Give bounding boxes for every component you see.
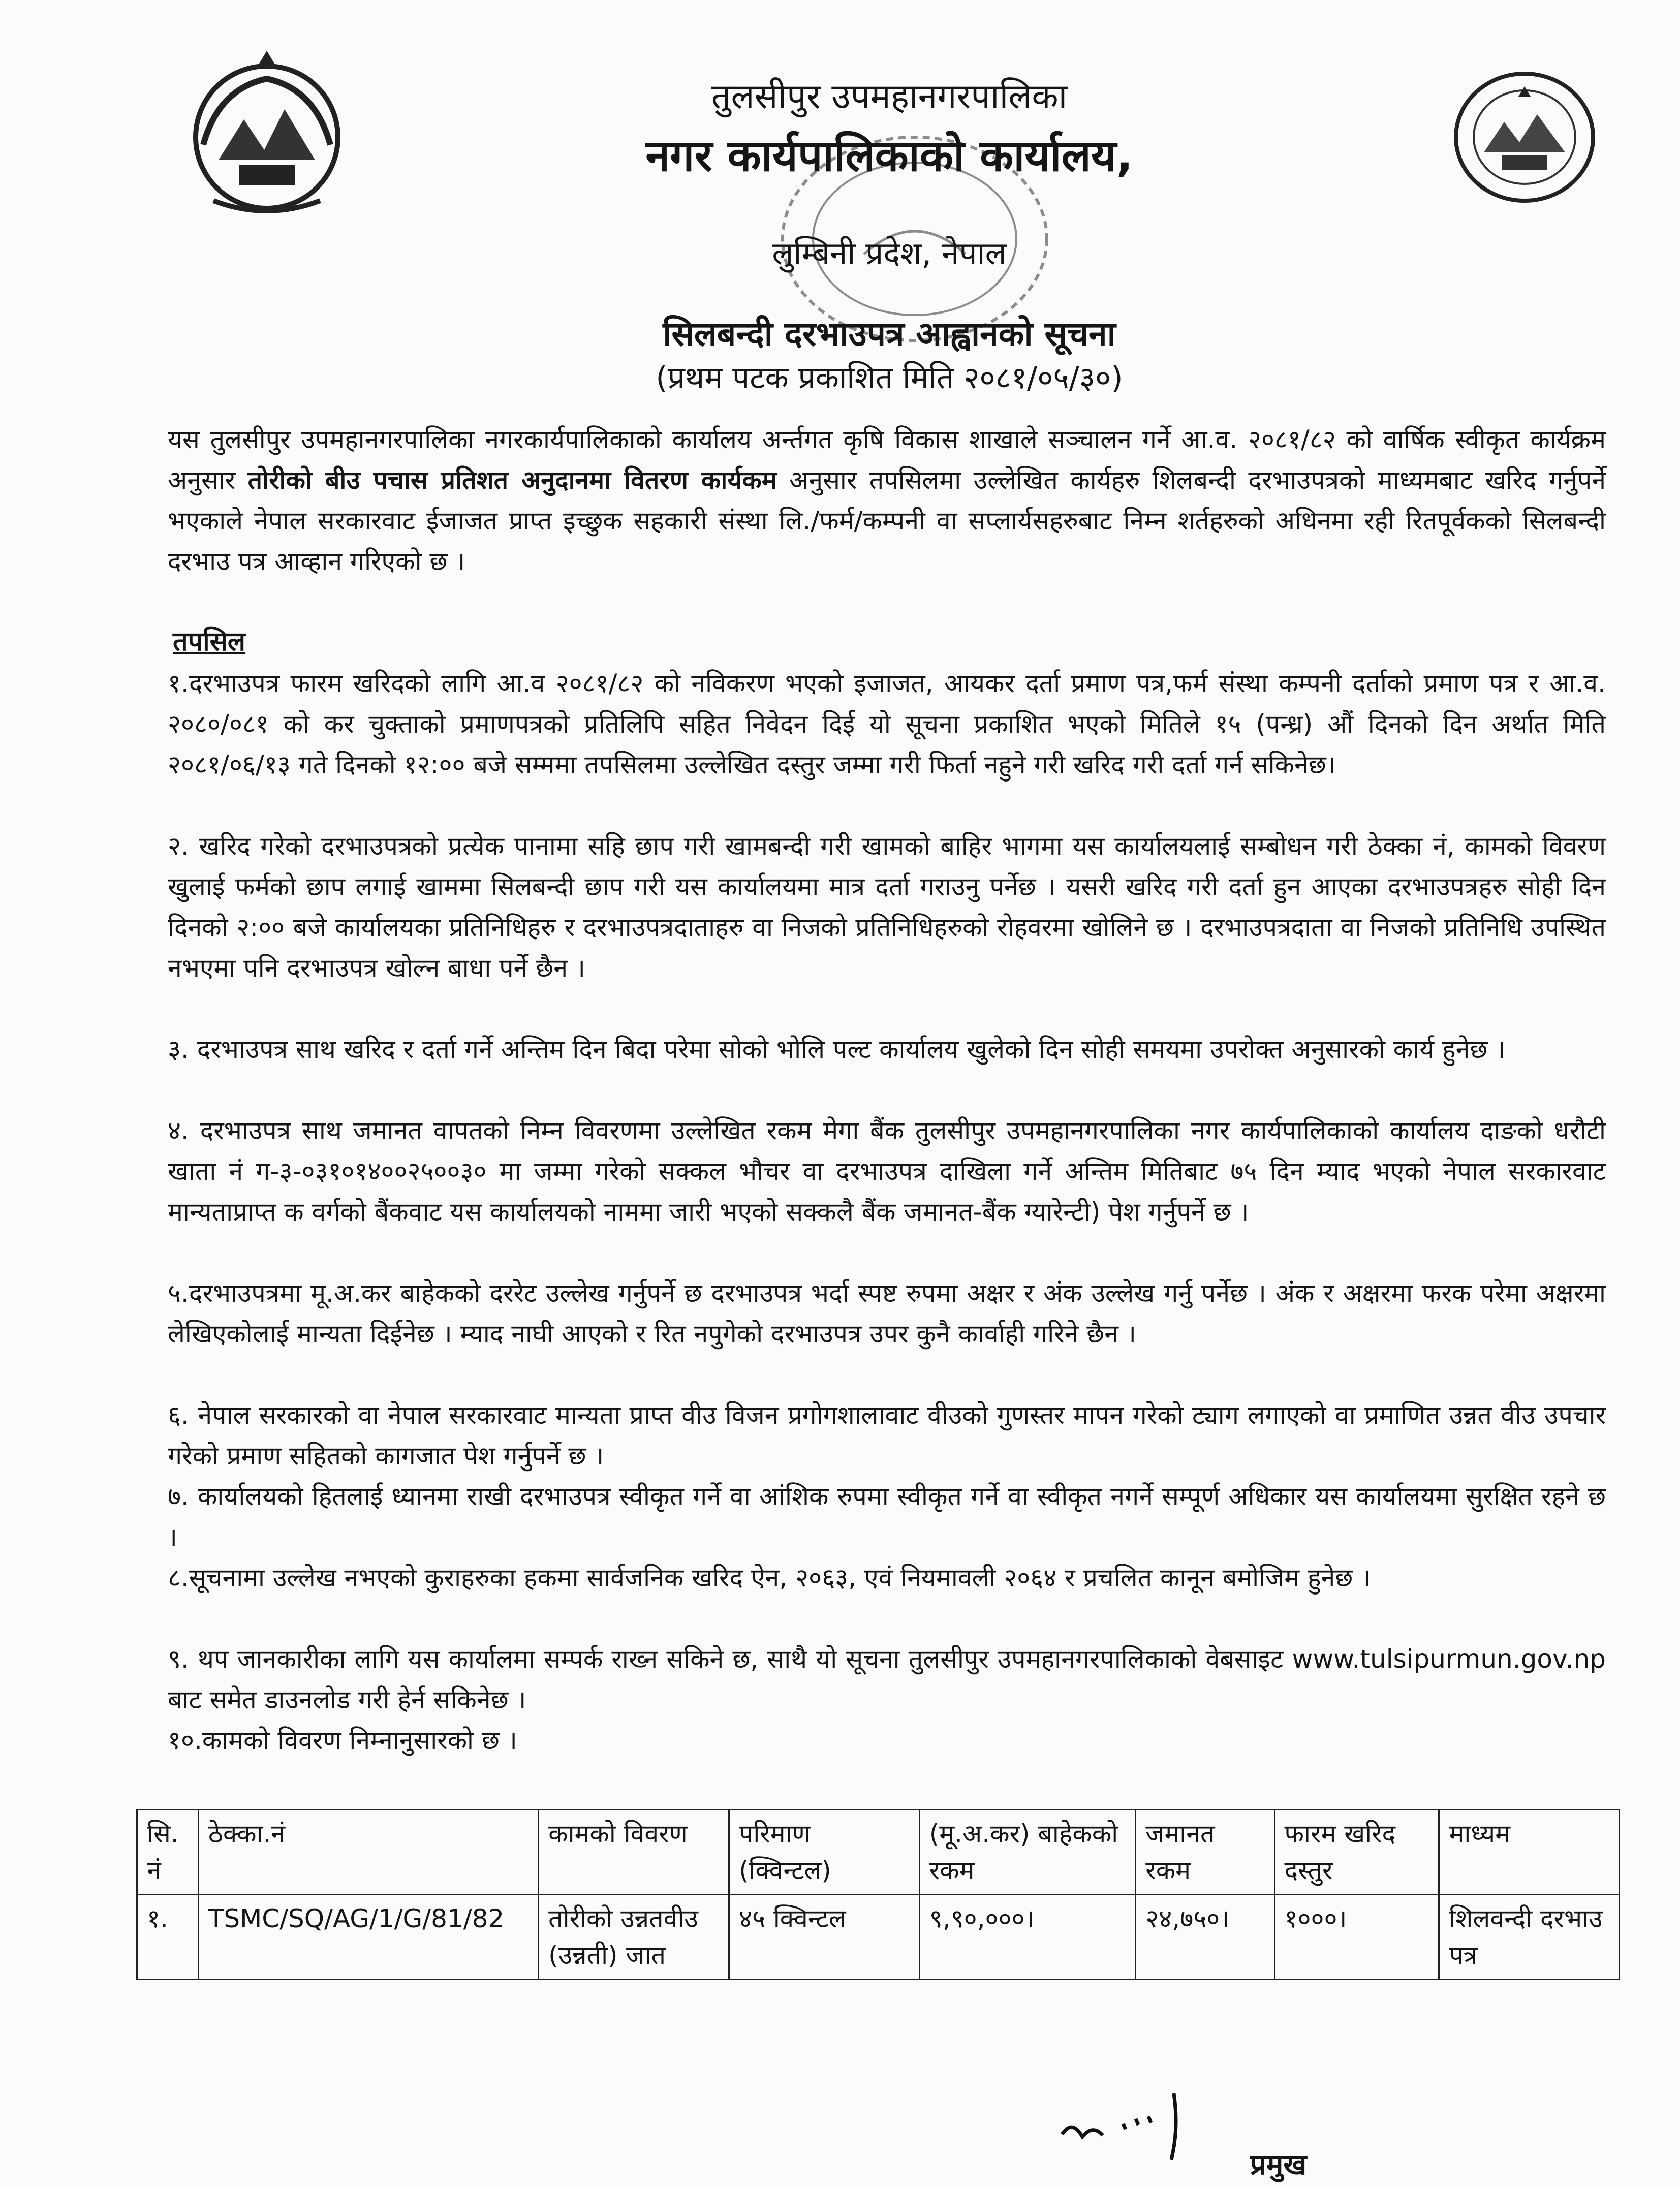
- col-quantity: परिमाण (क्विन्टल): [729, 1810, 919, 1895]
- intro-text-after: अनुसार तपसिलमा उल्लेखित कार्यहरु शिलबन्दी दरभाउपत्रको माध्यमबाट खरिद गर्नुपर्ने भएकाले नेपाल सरकारवाट ईजाजत प्राप्त इच्छुक सहकारी संस्था लि./फर्म/कम्पनी वा सप्लार्यसहरुबाट निम्न शर्तहरुको अधिनमा रही रितपूर्वकको सिलबन्दी दरभाउ पत्र आव्हान गरिएको छ ।: [168, 465, 1606, 576]
- notice-title: सिलबन्दी दरभाउपत्र आह्वानको सूचना: [663, 315, 1116, 354]
- clause-7: ७. कार्यालयको हितलाई ध्यानमा राखी दरभाउपत्र स्वीकृत गर्ने वा आंशिक रुपमा स्वीकृत गर्ने वा स्वीकृत नगर्ने सम्पूर्ण अधिकार यस कार्यालयमा सुरक्षित रहने छ ।: [168, 1482, 1606, 1552]
- program-name: तोरीको बीउ पचास प्रतिशत अनुदानमा वितरण कार्यकम: [247, 465, 777, 495]
- col-description: कामको विवरण: [539, 1810, 729, 1895]
- cell-security: २४,७५०।: [1136, 1895, 1274, 1980]
- col-security: जमानत रकम: [1136, 1810, 1274, 1895]
- cell-form-fee: १०००।: [1274, 1895, 1439, 1980]
- clause-4: ४. दरभाउपत्र साथ जमानत वापतको निम्न विवरणमा उल्लेखित रकम मेगा बैंक तुलसीपुर उपमहानगरपालिका नगर कार्यपालिकाको कार्यालय दाङको धरौटी खाता नं ग-३-०३१०१४००२५००३० मा जम्मा गरेको सक्कल भौचर वा दरभाउपत्र दाखिला गर्ने अन्तिम मितिबाट ७५ दिन म्याद भएको नेपाल सरकारवाट मान्यताप्राप्त क वर्गको बैंकवाट यस कार्यालयको नाममा जारी भएको सक्कलै बैंक जमानत-बैंक ग्यारेन्टी) पेश गर्नुपर्ने छ ।: [168, 1116, 1606, 1227]
- municipality-logo: [1448, 66, 1601, 208]
- first-publish-date: (प्रथम पटक प्रकाशित मिति २०८१/०५/३०): [656, 360, 1123, 396]
- col-form-fee: फारम खरिद दस्तुर: [1274, 1810, 1439, 1895]
- signature-title: प्रमुख: [1250, 2148, 1307, 2181]
- nepal-emblem-logo: [183, 48, 351, 216]
- clause-3: ३. दरभाउपत्र साथ खरिद र दर्ता गर्ने अन्तिम दिन बिदा परेमा सोको भोलि पल्ट कार्यालय खुलेको दिन सोही समयमा उपरोक्त अनुसारको कार्य हुनेछ ।: [168, 1035, 1506, 1064]
- intro-paragraph: [168, 419, 1606, 582]
- clause-10: १०.कामको विवरण निम्नानुसारको छ ।: [168, 1726, 517, 1755]
- clause-8: ८.सूचनामा उल्लेख नभएको कुराहरुका हकमा सार्वजनिक खरिद ऐन, २०६३, एवं नियमावली २०६४ र प्रचलित कानून बमोजिम हुनेछ ।: [168, 1563, 1371, 1592]
- table-row: [137, 1895, 1620, 1980]
- clause-2: २. खरिद गरेको दरभाउपत्रको प्रत्येक पानामा सहि छाप गरी खामबन्दी गरी खामको बाहिर भागमा यस कार्यालयलाई सम्बोधन गरी ठेक्का नं, कामको विवरण खुलाई फर्मको छाप लगाई खाममा सिलबन्दी छाप गरी यस कार्यालयमा मात्र दर्ता गराउनु पर्नेछ । यसरी खरिद गरी दर्ता हुन आएका दरभाउपत्रहरु सोही दिन दिनको २:०० बजे कार्यालयका प्रतिनिधिहरु र दरभाउपत्रदाताहरु वा निजको प्रतिनिधिहरुको रोहवरमा खोलिने छ । दरभाउपत्रदाता वा निजको प्रतिनिधि उपस्थित नभएमा पनि दरभाउपत्र खोल्न बाधा पर्ने छैन ।: [168, 831, 1606, 983]
- table-header-row: [137, 1810, 1620, 1895]
- tapsil-heading: तपसिल: [173, 627, 246, 657]
- col-amount: (मू.अ.कर) बाहेकको रकम: [919, 1810, 1136, 1895]
- clause-1: १.दरभाउपत्र फारम खरिदको लागि आ.व २०८१/८२ को नविकरण भएको इजाजत, आयकर दर्ता प्रमाण पत्र,फर्म संस्था कम्पनी दर्ताको प्रमाण पत्र र आ.व. २०८०/०८१ को कर चुक्ताको प्रमाणपत्रको प्रतिलिपि सहित निवेदन दिई यो सूचना प्रकाशित भएको मितिले १५ (पन्ध्र) औं दिनको दिन अर्थात मिति २०८१/०६/१३ गते दिनको १२:०० बजे सम्ममा तपसिलमा उल्लेखित दस्तुर जम्मा गरी फिर्ता नहुने गरी खरिद गरी दर्ता गर्न सकिनेछ।: [168, 669, 1606, 779]
- clause-6: ६. नेपाल सरकारको वा नेपाल सरकारवाट मान्यता प्राप्त वीउ विजन प्रगोगशालावाट वीउको गुणस्तर मापन गरेको ट्याग लगाएको वा प्रमाणित उन्नत वीउ उपचार गरेको प्रमाण सहितको कागजात पेश गर्नुपर्ने छ ।: [168, 1400, 1606, 1471]
- cell-description: तोरीको उन्नतवीउ (उन्नती) जात: [539, 1895, 729, 1980]
- work-details-table: [136, 1809, 1620, 1980]
- clause-5: ५.दरभाउपत्रमा मू.अ.कर बाहेकको दररेट उल्लेख गर्नुपर्ने छ दरभाउपत्र भर्दा स्पष्ट रुपमा अक्षर र अंक उल्लेख गर्नु पर्नेछ । अंक र अक्षरमा फरक परेमा अक्षरमा लेखिएकोलाई मान्यता दिईनेछ । म्याद नाघी आएको र रित नपुगेको दरभाउपत्र उपर कुनै कार्वाही गरिने छैन ।: [168, 1278, 1606, 1349]
- office-name: नगर कार्यपालिकाको कार्यालय,: [645, 131, 1133, 181]
- clause-9: ९. थप जानकारीका लागि यस कार्यालमा सम्पर्क राख्न सकिने छ, साथै यो सूचना तुलसीपुर उपमहानगरपालिकाको वेबसाइट www.tulsipurmun.gov.np बाट समेत डाउनलोड गरी हेर्न सकिनेछ ।: [168, 1644, 1606, 1714]
- cell-amount: ९,९०,०००।: [919, 1895, 1136, 1980]
- col-contract-no: ठेक्का.नं: [198, 1810, 538, 1895]
- municipality-name: तुलसीपुर उपमहानगरपालिका: [711, 77, 1068, 117]
- cell-contract-no: TSMC/SQ/AG/1/G/81/82: [198, 1895, 538, 1980]
- office-address: लुम्बिनी प्रदेश, नेपाल: [772, 235, 1007, 272]
- cell-serial: १.: [137, 1895, 199, 1980]
- col-medium: माध्यम: [1439, 1810, 1620, 1895]
- cell-medium: शिलवन्दी दरभाउ पत्र: [1439, 1895, 1620, 1980]
- handwritten-signature: [1057, 2088, 1220, 2165]
- cell-quantity: ४५ क्विन्टल: [729, 1895, 919, 1980]
- intro-text-before: यस तुलसीपुर उपमहानगरपालिका नगरकार्यपालिकाको कार्यालय अर्न्तगत कृषि विकास शाखाले सञ्चालन गर्ने आ.व. २०८१/८२ को वार्षिक स्वीकृत कार्यक्रम अनुसार: [168, 425, 1606, 495]
- col-serial: सि. नं: [137, 1810, 199, 1895]
